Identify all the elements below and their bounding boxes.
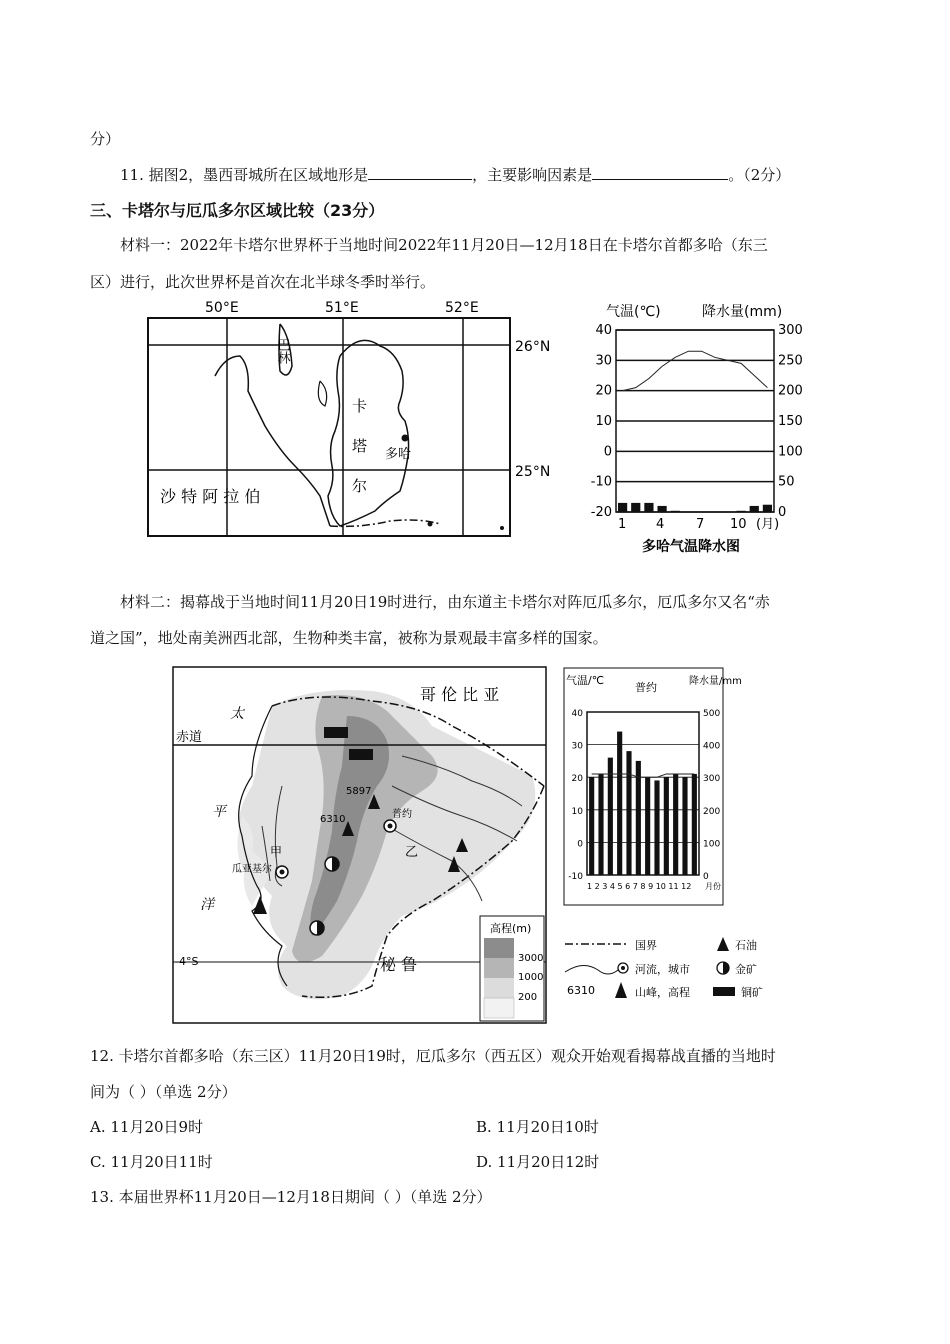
doha-x-tick-7: 7 [696,517,705,532]
lat-4s-label: -4°S [175,955,199,968]
jia-label: 甲 [270,845,283,859]
doha-precip-bar [618,503,627,512]
doha-precip-bar [657,506,666,512]
question-11 [120,164,790,185]
section-3-title: 三、卡塔尔与厄瓜多尔区域比较（23分） [90,201,385,220]
doha-left-tick: 40 [595,323,612,338]
q11-text-b: ，主要影响因素是 [472,166,593,184]
puyo-left-tick: 20 [571,774,583,785]
material1-line2: 区）进行，此次世界杯是首次在北半球冬季时举行。 [90,273,436,291]
peak-5897-label: 5897 [346,786,372,797]
ecuador-map [172,666,548,1026]
copper-mine-2 [349,749,373,760]
puyo-precip-bar [645,777,650,875]
pacific-label-2: 平 [212,804,226,820]
puyo-left-tick: 40 [571,709,583,719]
material2-line1: 材料二：揭幕战于当地时间11月20日19时进行，由东道主卡塔尔对阵厄瓜多尔，厄瓜多尔又名“赤 [120,593,770,611]
puyo-climate-chart [563,667,742,907]
puyo-precip-bar [589,777,594,875]
puyo-precip-bar [664,777,669,875]
puyo-precip-bar [682,777,687,875]
qatar-label-2: 塔 [352,437,368,455]
puyo-left-tick: 10 [571,806,583,817]
doha-label: 多哈 [385,447,412,462]
yi-label: 乙 [405,845,419,860]
q12-option-b[interactable]: B. 11月20日10时 [476,1118,599,1136]
lon-52e-label: 52°E [445,300,479,316]
doha-x-unit: (月) [756,517,780,532]
puyo-left-tick: 30 [571,741,583,752]
puyo-precip-bar [692,774,697,875]
puyo-right-tick: 200 [703,806,721,817]
question-13: 13. 本届世界杯11月20日—12月18日期间（ ）（单选 2分） [90,1188,492,1206]
puyo-precip-bar [617,732,622,875]
peak-6310-label: 6310 [320,814,346,825]
q11-text-c: 。（2分） [728,166,791,184]
doha-left-tick: -10 [590,474,612,490]
puyo-temp-axis-label: 气温/℃ [566,674,605,687]
puyo-chart-title: 普约 [635,681,657,694]
puyo-label: 普约 [392,809,412,820]
doha-left-tick: 30 [595,353,612,369]
lon-51e-label: 51°E [325,300,359,316]
elev-1000-label: 1000 [518,972,544,983]
puyo-precip-bar [673,774,678,875]
puyo-right-tick: 400 [703,741,721,752]
legend-border: 国界 [635,939,657,952]
puyo-precip-bar [608,758,613,875]
puyo-right-tick: 300 [703,774,721,785]
puyo-precip-bar [598,774,603,875]
doha-x-tick-1: 1 [618,517,627,532]
q11-blank-2[interactable] [592,165,728,180]
doha-precip-bar [631,503,640,512]
qatar-label-3: 尔 [352,477,368,495]
q12-option-a[interactable]: A. 11月20日9时 [90,1118,204,1136]
doha-chart-caption: 多哈气温降水图 [642,539,740,555]
q11-text-a: 11. 据图2，墨西哥城所在区域地形是 [120,166,369,184]
doha-precip-bar [763,505,772,512]
elev-200-label: 200 [518,992,538,1003]
doha-precip-bar [736,511,745,512]
doha-temp-line [623,351,768,390]
material2-line2: 道之国”，地处南美洲西北部，生物种类丰富，被称为景观最丰富多样的国家。 [90,629,608,647]
legend-river-city: 河流，城市 [635,963,690,976]
puyo-precip-bar [654,780,659,875]
doha-right-tick: 250 [778,353,803,369]
doha-right-tick: 200 [778,383,803,399]
guayaquil-label: 瓜亚基尔 [232,864,272,875]
puyo-left-tick: 0 [577,839,583,850]
puyo-right-tick: 100 [703,839,721,850]
puyo-left-tick: -10 [568,872,583,882]
top-fragment: 分） [90,130,121,148]
qatar-label-1: 卡 [352,397,368,415]
equator-label: 赤道 [176,730,203,745]
qatar-map [130,296,570,546]
bahrain-label: 巴林 [274,338,290,364]
doha-right-tick: 0 [778,505,787,520]
puyo-precip-axis-label: 降水量/mm [689,676,742,687]
doha-x-tick-4: 4 [656,517,665,532]
doha-right-tick: 150 [778,414,803,429]
pacific-label-1: 太 [230,706,244,722]
doha-temp-axis-label: 气温(℃) [606,304,661,320]
elev-legend-title: 高程(m) [490,922,532,935]
lat-26n-label: 26°N [515,339,551,355]
doha-precip-bar [644,503,653,512]
legend-peak: 山峰，高程 [635,986,690,999]
legend-gold: 金矿 [735,963,757,976]
doha-left-tick: -20 [590,505,612,520]
legend-peak-number: 6310 [567,984,595,997]
colombia-label: 哥 伦 比 亚 [420,685,500,704]
legend-oil: 石油 [735,939,757,952]
material1-line1: 材料一：2022年卡塔尔世界杯于当地时间2022年11月20日—12月18日在卡塔尔首都多哈（东三 [120,236,768,254]
saudi-label: 沙 特 阿 拉 伯 [160,487,261,506]
pacific-label-3: 洋 [200,897,214,913]
puyo-precip-bar [636,761,641,875]
doha-right-tick: 100 [778,444,803,460]
doha-precip-bar [750,506,759,512]
puyo-right-tick: 0 [703,872,709,882]
doha-climate-chart [580,296,810,561]
doha-precip-axis-label: 降水量(mm) [702,304,783,320]
doha-x-tick-10: 10 [730,517,747,532]
puyo-precip-bar [626,751,631,875]
doha-precip-bar [671,511,680,512]
q12-option-c[interactable]: C. 11月20日11时 [90,1153,213,1171]
q12-option-d[interactable]: D. 11月20日12时 [476,1153,600,1171]
doha-right-tick: 300 [778,323,803,338]
question-12-line1: 12. 卡塔尔首都多哈（东三区）11月20日19时，厄瓜多尔（西五区）观众开始观看揭幕战直播的当地时 [90,1047,776,1065]
q11-blank-1[interactable] [368,165,472,180]
elev-3000-label: 3000 [518,953,544,964]
ecuador-map-legend [563,932,793,1007]
doha-dot [402,435,409,442]
legend-copper: 铜矿 [741,986,763,999]
copper-mine-1 [324,727,348,738]
puyo-right-tick: 500 [703,709,721,719]
doha-right-tick: 50 [778,474,795,490]
peru-label: 秘 鲁 [380,955,418,974]
doha-left-tick: 20 [595,383,612,399]
lat-25n-label: 25°N [515,464,551,480]
puyo-x-unit: 月份 [705,882,721,891]
lon-50e-label: 50°E [205,300,239,316]
doha-left-tick: 10 [595,414,612,429]
puyo-x-ticks: 1 2 3 4 5 6 7 8 9 10 11 12 [587,882,692,891]
question-12-line2: 间为（ ）（单选 2分） [90,1083,237,1101]
doha-left-tick: 0 [603,444,612,460]
